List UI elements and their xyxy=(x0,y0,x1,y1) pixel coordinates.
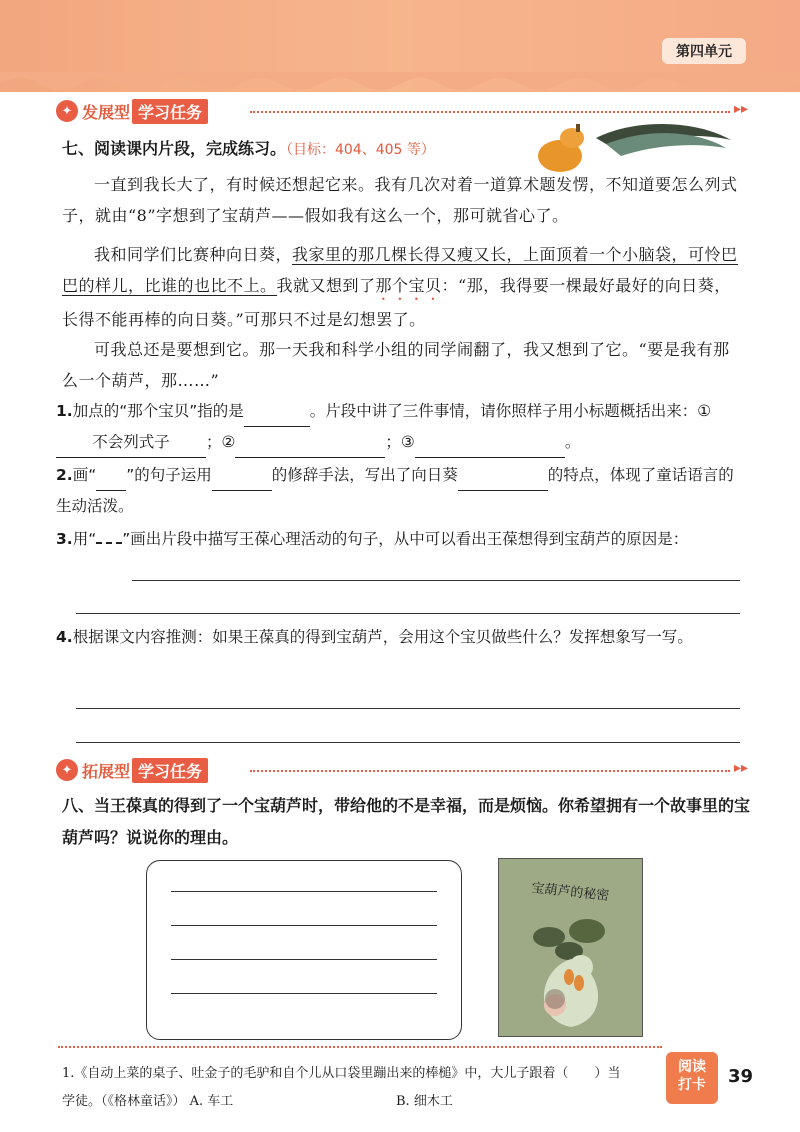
question-7-2: 2.画“ ”的句子运用 的修辞手法，写出了向日葵 的特点，体现了童话语言的生动活泼。 xyxy=(56,460,746,521)
question-8: 八、当王葆真的得到了一个宝葫芦时，带给他的不是幸福，而是烦恼。你希望拥有一个故事里的宝葫芦吗？说说你的理由。 xyxy=(62,796,751,847)
answer-blank[interactable] xyxy=(235,427,385,458)
answer-line[interactable] xyxy=(132,580,740,581)
footer-question-line-1: 1.《自动上菜的桌子、吐金子的毛驴和自个儿从口袋里蹦出来的棒槌》中，大儿子跟着（ ）当 xyxy=(62,1066,621,1081)
arrow-icon: ▸▸ xyxy=(733,760,748,776)
question-7-3: 3.用“ ”画出片段中描写王葆心理活动的句子，从中可以看出王葆想得到宝葫芦的原因是： xyxy=(56,530,689,548)
arrow-icon: ▸▸ xyxy=(733,101,748,117)
answer-line[interactable] xyxy=(76,742,740,743)
answer-line[interactable] xyxy=(76,613,740,614)
unit-label: 第四单元 xyxy=(662,38,746,64)
answer-line[interactable] xyxy=(171,993,437,994)
example-answer: 不会列式子 xyxy=(56,427,206,458)
footer-option-b: B. 细木工 xyxy=(396,1094,453,1109)
answer-line[interactable] xyxy=(171,891,437,892)
answer-line[interactable] xyxy=(171,925,437,926)
lightbulb-icon: ✦ xyxy=(56,100,78,122)
answer-blank[interactable] xyxy=(244,396,310,427)
gourd-illustration xyxy=(499,859,642,1036)
question-7-title: 七、阅读课内片段，完成练习。（目标：404、405 等） xyxy=(62,139,435,158)
answer-box[interactable] xyxy=(146,860,462,1040)
gourd-decoration xyxy=(526,118,736,174)
reading-checkin-badge: 阅读 打卡 xyxy=(666,1052,718,1104)
underlined-sentence: 我家里的那几棵长得又瘦又长，上面顶着一个小脑袋，可怜巴巴的样儿，比谁的也比不上。 xyxy=(62,245,738,295)
footer-question-line-2: 学徒。（《格林童话》） A. 车工 xyxy=(62,1094,234,1109)
wavy-line-sample xyxy=(96,542,122,544)
section-develop-header xyxy=(56,98,208,124)
question-7-4: 4.根据课文内容推测：如果王葆真的得到宝葫芦，会用这个宝贝做些什么？发挥想象写一写。 xyxy=(56,628,693,646)
section-extend-header xyxy=(56,757,208,783)
passage-paragraph-2: 我和同学们比赛种向日葵，我家里的那几棵长得又瘦又长，上面顶着一个小脑袋，可怜巴巴的样儿，比谁的也比不上。我就又想到了那个宝贝：“那，我得要一棵最好最好的向日葵，长得不能再棒的向日葵。”可那只不过是幻想罢了。 xyxy=(62,245,738,329)
passage-paragraph-3: 可我总还是要想到它。那一天我和科学小组的同学闹翻了，我又想到了它。“要是我有那么一个葫芦，那……” xyxy=(62,340,730,390)
answer-line[interactable] xyxy=(171,959,437,960)
dotted-phrase: 那个宝贝 xyxy=(375,276,442,295)
section-task: 学习任务 xyxy=(132,758,208,783)
book-cover xyxy=(498,858,643,1037)
section-task: 学习任务 xyxy=(132,99,208,124)
question-7-1: 1.加点的“那个宝贝”指的是 。片段中讲了三件事情，请你照样子用小标题概括出来：①不会列式子 ；② ；③ 。 xyxy=(56,396,746,458)
section-type: 拓展型 xyxy=(82,761,131,781)
section-divider xyxy=(250,770,730,772)
book-title: 宝葫芦的秘密 xyxy=(530,880,610,905)
footer-divider xyxy=(58,1046,662,1048)
section-divider xyxy=(250,111,730,113)
section-type: 发展型 xyxy=(82,102,131,122)
answer-blank[interactable] xyxy=(415,427,565,458)
answer-blank[interactable] xyxy=(212,460,272,491)
underline-sample xyxy=(96,460,126,491)
lightbulb-icon: ✦ xyxy=(56,759,78,781)
goal-label: （目标：404、405 等） xyxy=(286,142,435,158)
answer-line[interactable] xyxy=(76,708,740,709)
page-number: 39 xyxy=(728,1066,754,1087)
passage-paragraph-1: 一直到我长大了，有时候还想起它来。我有几次对着一道算术题发愣，不知道要怎么列式子，就由“8”字想到了宝葫芦——假如我有这么一个，那可就省心了。 xyxy=(62,175,738,225)
answer-blank[interactable] xyxy=(458,460,548,491)
